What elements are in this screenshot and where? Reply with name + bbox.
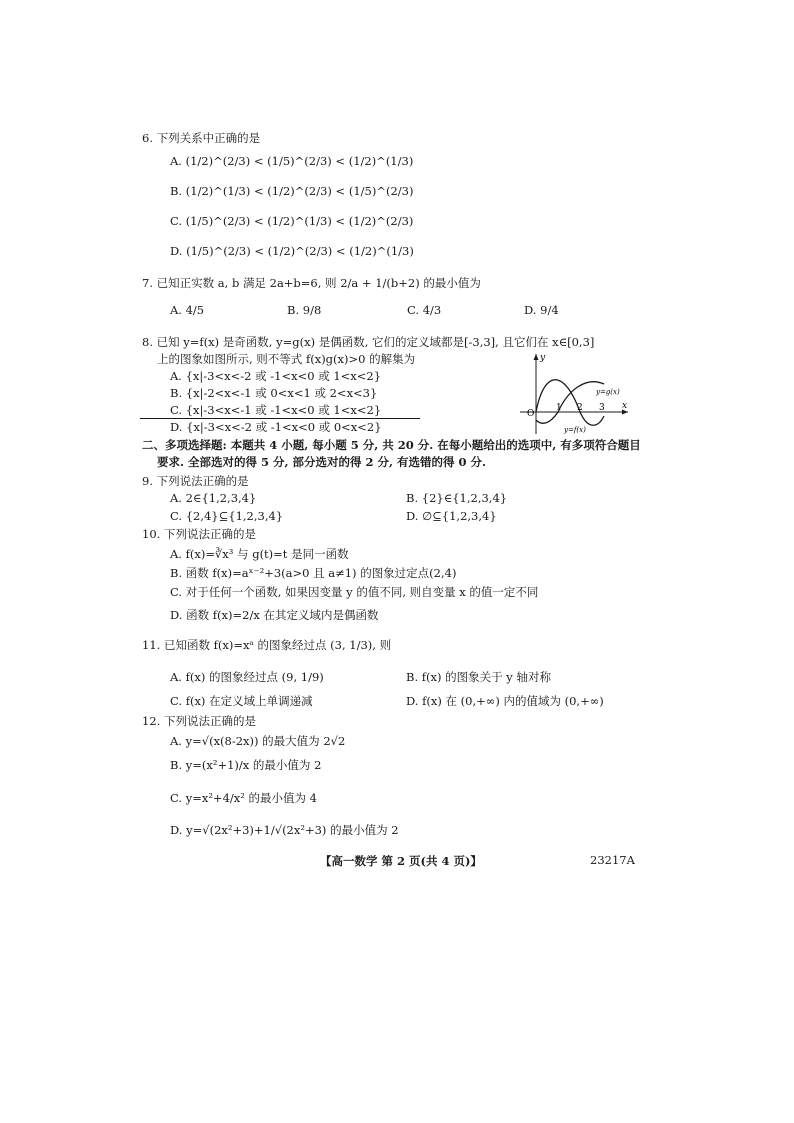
curve-f xyxy=(536,380,604,426)
q11-option-d: D. f(x) 在 (0,+∞) 内的值域为 (0,+∞) xyxy=(406,694,604,708)
q12-option-b: B. y=(x²+1)/x 的最小值为 2 xyxy=(170,758,322,772)
q6-option-b: B. (1/2)^(1/3) < (1/2)^(2/3) < (1/5)^(2/3) xyxy=(170,184,414,198)
q12-option-c: C. y=x²+4/x² 的最小值为 4 xyxy=(170,791,317,805)
section2-line1: 二、多项选择题: 本题共 4 小题, 每小题 5 分, 共 20 分. 在每小题给出的选项中, 有多项符合题目 xyxy=(142,438,641,452)
curve-g xyxy=(536,382,604,424)
q9-option-c: C. {2,4}⊆{1,2,3,4} xyxy=(170,509,284,523)
q8-function-graph xyxy=(516,350,632,436)
q6-stem: 6. 下列关系中正确的是 xyxy=(142,131,261,145)
tick-1: 1 xyxy=(556,403,562,413)
label-g: y=g(x) xyxy=(596,388,620,396)
q9-option-d: D. ∅⊆{1,2,3,4} xyxy=(406,509,497,523)
tick-3: 3 xyxy=(599,403,605,413)
q6-option-c: C. (1/5)^(2/3) < (1/2)^(1/3) < (1/2)^(2/3) xyxy=(170,214,414,228)
q12-stem: 12. 下列说法正确的是 xyxy=(142,714,256,728)
y-axis-arrow xyxy=(534,354,539,360)
tick-2: 2 xyxy=(577,403,583,413)
q12-option-a: A. y=√(x(8-2x)) 的最大值为 2√2 xyxy=(170,734,346,748)
q8-stem-line1: 8. 已知 y=f(x) 是奇函数, y=g(x) 是偶函数, 它们的定义域都是[-3,3], 且它们在 x∈[0,3] xyxy=(142,335,595,349)
q7-option-c: C. 4/3 xyxy=(407,303,442,317)
q9-option-a: A. 2∈{1,2,3,4} xyxy=(170,491,257,505)
q8-stem-line2: 上的图象如图所示, 则不等式 f(x)g(x)>0 的解集为 xyxy=(157,352,416,366)
section2-line2: 要求. 全部选对的得 5 分, 部分选对的得 2 分, 有选错的得 0 分. xyxy=(157,455,487,469)
q10-stem: 10. 下列说法正确的是 xyxy=(142,527,256,541)
q10-option-d: D. 函数 f(x)=2/x 在其定义域内是偶函数 xyxy=(170,608,379,622)
q7-stem: 7. 已知正实数 a, b 满足 2a+b=6, 则 2/a + 1/(b+2) 的最小值为 xyxy=(142,276,481,290)
q10-option-a: A. f(x)=∛x³ 与 g(t)=t 是同一函数 xyxy=(170,547,349,561)
q7-option-d: D. 9/4 xyxy=(524,303,559,317)
label-f: y=f(x) xyxy=(564,426,586,434)
q6-option-d: D. (1/5)^(2/3) < (1/2)^(2/3) < (1/2)^(1/3) xyxy=(170,244,414,258)
q8-option-a: A. {x|-3<x<-2 或 -1<x<0 或 1<x<2} xyxy=(170,369,382,383)
q11-option-b: B. f(x) 的图象关于 y 轴对称 xyxy=(406,670,551,684)
q11-option-a: A. f(x) 的图象经过点 (9, 1/9) xyxy=(170,670,324,684)
q7-option-a: A. 4/5 xyxy=(170,303,205,317)
q9-option-b: B. {2}∈{1,2,3,4} xyxy=(406,491,508,505)
y-axis-label: y xyxy=(540,353,546,363)
exam-code: 23217A xyxy=(590,853,635,867)
q10-option-b: B. 函数 f(x)=aˣ⁻²+3(a>0 且 a≠1) 的图象过定点(2,4) xyxy=(170,566,457,580)
q8-option-b: B. {x|-2<x<-1 或 0<x<1 或 2<x<3} xyxy=(170,386,378,400)
q7-option-b: B. 9/8 xyxy=(287,303,322,317)
q10-option-c: C. 对于任何一个函数, 如果因变量 y 的值不同, 则自变量 x 的值一定不同 xyxy=(170,585,539,599)
origin-label: O xyxy=(527,409,535,419)
x-axis-label: x xyxy=(622,401,628,411)
q12-option-d: D. y=√(2x²+3)+1/√(2x²+3) 的最小值为 2 xyxy=(170,823,399,837)
q11-option-c: C. f(x) 在定义域上单调递减 xyxy=(170,694,313,708)
q9-stem: 9. 下列说法正确的是 xyxy=(142,474,249,488)
q8-option-d: D. {x|-3<x<-2 或 -1<x<0 或 0<x<2} xyxy=(170,420,382,434)
q6-option-a: A. (1/2)^(2/3) < (1/5)^(2/3) < (1/2)^(1/3) xyxy=(170,154,414,168)
q8-option-c: C. {x|-3<x<-1 或 -1<x<0 或 1<x<2} xyxy=(170,403,382,417)
q11-stem: 11. 已知函数 f(x)=xᵃ 的图象经过点 (3, 1/3), 则 xyxy=(142,638,392,652)
page-footer: 【高一数学 第 2 页(共 4 页)】 xyxy=(320,854,482,868)
